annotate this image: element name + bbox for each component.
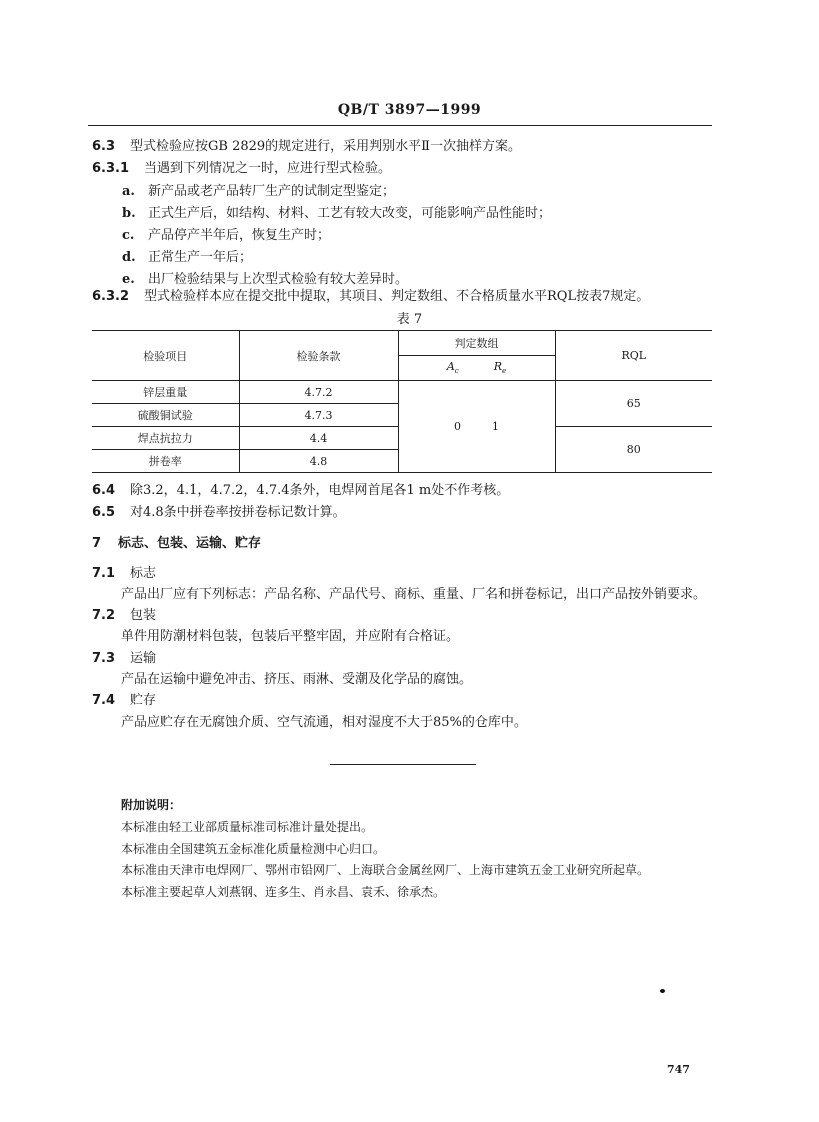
- table-row-clause: 4.7.2: [239, 381, 398, 404]
- section-6-3-2: [92, 288, 649, 306]
- list-text: 新产品或老产品转厂生产的试制定型鉴定；: [148, 184, 396, 199]
- section-7-3-heading: [92, 650, 156, 668]
- list-mark: b.: [122, 206, 136, 221]
- list-item-d: [122, 249, 252, 267]
- section-7-3-body: 产品在运输中避免冲击、挤压、雨淋、受潮及化学品的腐蚀。: [121, 672, 473, 687]
- section-7-4-heading: [92, 692, 156, 710]
- chapter-7-title: [92, 535, 261, 553]
- table-row-item: 锌层重量: [92, 381, 239, 404]
- table-row-clause: 4.7.3: [239, 404, 398, 427]
- notes-line-4: 本标准主要起草人刘燕钢、连多生、肖永昌、袁禾、徐承杰。: [121, 885, 446, 899]
- table-row-item: 拼卷率: [92, 450, 239, 473]
- section-number: 6.3: [92, 139, 116, 154]
- section-number: 7.1: [92, 566, 116, 581]
- section-6-3: [92, 138, 521, 156]
- section-number: 6.3.2: [92, 289, 130, 304]
- section-number: 6.3.1: [92, 161, 130, 176]
- section-title: 包装: [130, 608, 157, 623]
- section-text: 型式检验样本应在提交批中提取，其项目、判定数组、不合格质量水平RQL按表7规定。: [144, 289, 650, 304]
- header-ac-re: [398, 356, 555, 381]
- section-number: 6.5: [92, 505, 116, 520]
- section-6-3-1: [92, 160, 391, 178]
- header-rule: [88, 125, 712, 126]
- list-mark: c.: [122, 228, 135, 243]
- header-group: 判定数组: [398, 331, 555, 356]
- table-caption: 表 7: [396, 312, 423, 327]
- ac-label: $A_c$: [446, 360, 459, 376]
- section-7-2-heading: [92, 607, 156, 625]
- section-number: 6.4: [92, 483, 116, 498]
- table-row-clause: 4.4: [239, 427, 398, 450]
- section-7-4-body: 产品应贮存在无腐蚀介质、空气流通，相对湿度不大于85%的仓库中。: [121, 715, 527, 730]
- section-number: 7: [92, 536, 102, 551]
- section-7-1-heading: [92, 565, 156, 583]
- section-text: 当遇到下列情况之一时，应进行型式检验。: [144, 161, 392, 176]
- table-row-item: 硫酸铜试验: [92, 404, 239, 427]
- rql-value-1: 65: [555, 381, 712, 427]
- list-text: 正常生产一年后；: [148, 250, 253, 265]
- ac-re-values: [398, 381, 555, 473]
- section-title: 贮存: [130, 693, 157, 708]
- notes-title: 附加说明：: [121, 798, 182, 812]
- notes-line-2: 本标准由全国建筑五金标准化质量检测中心归口。: [121, 842, 386, 856]
- section-title: 标志: [130, 566, 157, 581]
- list-item-e: [122, 271, 408, 289]
- table-row-clause: 4.8: [239, 450, 398, 473]
- list-item-b: [122, 205, 551, 223]
- rql-value-2: 80: [555, 427, 712, 473]
- list-mark: d.: [122, 250, 136, 265]
- section-text: 除3.2，4.1，4.7.2，4.7.4条外，电焊网首尾各1 m处不作考核。: [130, 483, 510, 498]
- table-7: [92, 330, 712, 473]
- end-rule: [330, 764, 476, 765]
- notes-line-1: 本标准由轻工业部质量标准司标准计量处提出。: [121, 820, 374, 834]
- table-row-item: 焊点抗拉力: [92, 427, 239, 450]
- list-item-a: [122, 183, 395, 201]
- standard-number-header: QB/T 3897—1999: [337, 102, 482, 118]
- list-text: 产品停产半年后，恢复生产时；: [148, 228, 331, 243]
- list-mark: e.: [122, 272, 135, 287]
- section-7-2-body: 单件用防潮材料包装，包装后平整牢固，并应附有合格证。: [121, 629, 460, 644]
- header-item: 检验项目: [92, 331, 239, 381]
- list-text: 出厂检验结果与上次型式检验有较大差异时。: [148, 272, 409, 287]
- list-item-c: [122, 227, 330, 245]
- header-clause: 检验条款: [239, 331, 398, 381]
- notes-line-3: 本标准由天津市电焊网厂、鄂州市铅网厂、上海联合金属丝网厂、上海市建筑五金工业研究所起草。: [121, 863, 650, 877]
- section-number: 7.3: [92, 651, 116, 666]
- header-rql: RQL: [555, 331, 712, 381]
- ink-dot: [660, 989, 665, 993]
- section-number: 7.4: [92, 693, 116, 708]
- ac-value: 0: [454, 420, 461, 433]
- re-label: $R_e$: [493, 360, 507, 376]
- section-text: 型式检验应按GB 2829的规定进行，采用判别水平Ⅱ一次抽样方案。: [130, 139, 521, 154]
- section-title: 运输: [130, 651, 157, 666]
- section-number: 7.2: [92, 608, 116, 623]
- section-6-4: [92, 482, 509, 500]
- section-text: 标志、包装、运输、贮存: [118, 536, 262, 551]
- section-7-1-body: 产品出厂应有下列标志：产品名称、产品代号、商标、重量、厂名和拼卷标记，出口产品按外销要求。: [121, 587, 707, 602]
- page-number: 747: [667, 1063, 690, 1076]
- list-mark: a.: [122, 184, 135, 199]
- list-text: 正式生产后，如结构、材料、工艺有较大改变，可能影响产品性能时；: [148, 206, 552, 221]
- section-6-5: [92, 504, 346, 522]
- section-text: 对4.8条中拼卷率按拼卷标记数计算。: [130, 505, 346, 520]
- re-value: 1: [492, 420, 499, 433]
